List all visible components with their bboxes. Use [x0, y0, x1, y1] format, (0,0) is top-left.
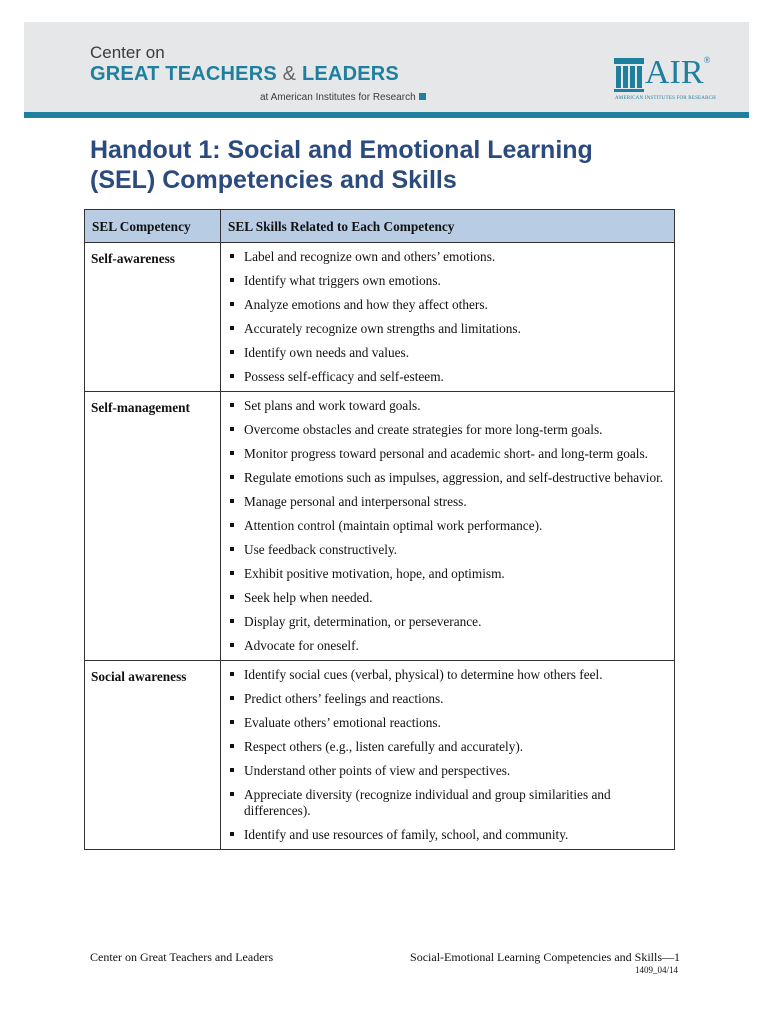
competency-cell: Self-awareness [85, 243, 221, 392]
skill-item: Identify social cues (verbal, physical) to determine how others feel. [229, 667, 666, 683]
skill-item: Accurately recognize own strengths and limitations. [229, 321, 666, 337]
skill-item: Set plans and work toward goals. [229, 398, 666, 414]
skill-item: Exhibit positive motivation, hope, and optimism. [229, 566, 666, 582]
sel-competencies-table [84, 209, 675, 850]
title-line1: Handout 1: Social and Emotional Learning [90, 136, 593, 164]
footer-code: 1409_04/14 [634, 965, 678, 975]
skill-item: Evaluate others’ emotional reactions. [229, 715, 666, 731]
table-row [85, 661, 675, 850]
skills-list [229, 667, 666, 843]
table-body [85, 243, 675, 850]
competency-cell: Self-management [85, 392, 221, 661]
skill-item: Possess self-efficacy and self-esteem. [229, 369, 666, 385]
brand-great-teachers: GREAT TEACHERS [90, 63, 277, 85]
air-logo [614, 56, 729, 106]
table-row [85, 392, 675, 661]
brand-square-icon [419, 93, 426, 100]
brand-line3 [260, 92, 426, 103]
brand-line2 [90, 63, 399, 86]
skill-item: Identify what triggers own emotions. [229, 273, 666, 289]
skill-item: Label and recognize own and others’ emotions. [229, 249, 666, 265]
table-row [85, 243, 675, 392]
title-line2: (SEL) Competencies and Skills [90, 166, 457, 194]
air-logo-subtitle: AMERICAN INSTITUTES FOR RESEARCH [615, 96, 716, 101]
brand-tagline: at American Institutes for Research [260, 92, 416, 103]
skill-item: Advocate for oneself. [229, 638, 666, 654]
skill-item: Manage personal and interpersonal stress. [229, 494, 666, 510]
brand-line1: Center on [90, 43, 165, 62]
skills-cell [221, 243, 675, 392]
brand-ampersand: & [282, 63, 297, 85]
skill-item: Identify and use resources of family, school, and community. [229, 827, 666, 843]
air-logo-text: AIR® [645, 54, 711, 91]
skill-item: Predict others’ feelings and reactions. [229, 691, 666, 707]
footer-left: Center on Great Teachers and Leaders [90, 950, 274, 964]
header-skills: SEL Skills Related to Each Competency [221, 210, 675, 243]
table-header-row [85, 210, 675, 243]
skill-item: Analyze emotions and how they affect others. [229, 297, 666, 313]
pillar-building-icon [614, 58, 644, 92]
skill-item: Attention control (maintain optimal work performance). [229, 518, 666, 534]
competency-cell: Social awareness [85, 661, 221, 850]
header-rule [24, 112, 749, 118]
skills-cell [221, 661, 675, 850]
page-title [90, 135, 690, 195]
skill-item: Regulate emotions such as impulses, aggression, and self-destructive behavior. [229, 470, 666, 486]
skill-item: Respect others (e.g., listen carefully and accurately). [229, 739, 666, 755]
skill-item: Seek help when needed. [229, 590, 666, 606]
skills-list [229, 249, 666, 385]
brand-leaders: LEADERS [301, 63, 399, 85]
skill-item: Overcome obstacles and create strategies for more long-term goals. [229, 422, 666, 438]
skills-list [229, 398, 666, 654]
skill-item: Display grit, determination, or perseverance. [229, 614, 666, 630]
skill-item: Use feedback constructively. [229, 542, 666, 558]
footer-right: Social-Emotional Learning Competencies and Skills—1 [410, 950, 680, 964]
skill-item: Identify own needs and values. [229, 345, 666, 361]
header-competency: SEL Competency [85, 210, 221, 243]
skill-item: Understand other points of view and perspectives. [229, 763, 666, 779]
skills-cell [221, 392, 675, 661]
skill-item: Monitor progress toward personal and academic short- and long-term goals. [229, 446, 666, 462]
skill-item: Appreciate diversity (recognize individual and group similarities and differences). [229, 787, 666, 819]
